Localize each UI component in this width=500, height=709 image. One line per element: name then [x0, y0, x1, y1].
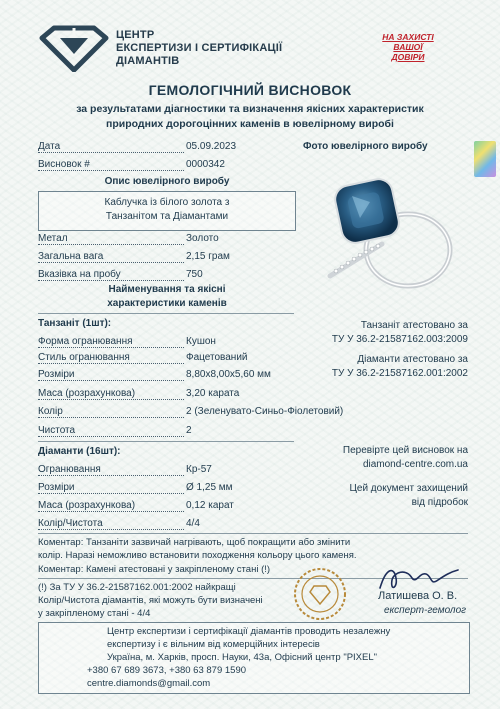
- tanzanite-cert-line-1: Танзаніт атестовано за: [360, 320, 468, 331]
- footer-box: [38, 622, 470, 694]
- stones-heading-1: Найменування та якісні: [108, 284, 226, 295]
- item-desc-line-1: Каблучка із білого золота з: [104, 197, 230, 208]
- diamonds-row-value: 4/4: [186, 518, 200, 529]
- comment-1-line-1: Коментар: Танзаніти зазвичай нагрівають, щоб покращити або змінити: [38, 537, 351, 548]
- item-desc-line-2: Танзанітом та Діамантами: [105, 211, 229, 222]
- guard-line-3: ДОВІРИ: [391, 52, 425, 62]
- comment-1-line-2: колір. Наразі неможливо встановити походження кольору цього каменя.: [38, 550, 357, 561]
- document-subtitle-2: природних дорогоцінних каменів в ювелірному виробі: [106, 118, 394, 130]
- number-value: 0000342: [186, 159, 225, 170]
- metal-value: Золото: [186, 233, 219, 244]
- tanzanite-row-value: 3,20 карата: [186, 388, 240, 399]
- org-line-2: ЕКСПЕРТИЗИ І СЕРТИФІКАЦІЇ: [116, 42, 283, 54]
- tanzanite-cert-line-2: ТУ У 36.2-21587162.003:2009: [331, 334, 468, 345]
- tanzanite-row-label: Стиль огранювання: [38, 352, 184, 364]
- weight-label: Загальна вага: [38, 251, 184, 263]
- expert-name: Латишева О. В.: [378, 590, 458, 602]
- guard-line-1: НА ЗАХИСТІ: [382, 32, 434, 42]
- guard-line-2: ВАШОЇ: [393, 42, 423, 52]
- diamonds-row-label: Колір/Чистота: [38, 518, 184, 530]
- item-desc-heading: Опис ювелірного виробу: [104, 176, 230, 187]
- comment-3-line-2: Колір/Чистота діамантів, які можуть бути визначені: [38, 595, 263, 606]
- comment-2: Коментар: Камені атестовані у закріпленому стані (!): [38, 564, 271, 575]
- diamonds-row-value: Кр-57: [186, 464, 212, 475]
- diamond-logo-icon: [38, 24, 110, 72]
- footer-line-1: Центр експертизи і сертифікації діамантів проводить незалежну: [107, 626, 391, 637]
- footer-line-3: Україна, м. Харків, просп. Науки, 43а, Офісний центр "PIXEL": [107, 652, 378, 663]
- photo-label: Фото ювелірного виробу: [303, 141, 428, 152]
- tanzanite-heading: Танзаніт (1шт):: [38, 318, 112, 329]
- org-line-1: ЦЕНТР: [116, 29, 155, 41]
- item-desc-box: [38, 191, 296, 231]
- diamonds-row-label: Маса (розрахункова): [38, 500, 184, 512]
- document-subtitle-1: за результатами діагностики та визначення якісних характеристик: [76, 103, 424, 115]
- tanzanite-row-label: Розміри: [38, 369, 184, 381]
- stones-heading-2: характеристики каменів: [107, 298, 227, 309]
- tanzanite-row-label: Форма огранювання: [38, 336, 184, 348]
- diamonds-row-label: Огранювання: [38, 464, 184, 476]
- diamond-cert-line-1: Діаманти атестовано за: [357, 354, 468, 365]
- hologram-sticker: [474, 141, 496, 177]
- protect-line-1: Цей документ захищений: [349, 483, 468, 494]
- comments-divider: [38, 533, 468, 534]
- probe-label: Вказівка на пробу: [38, 269, 184, 281]
- diamonds-heading: Діаманти (16шт):: [38, 446, 121, 457]
- official-seal-icon: [292, 566, 348, 622]
- guard-slogan: [368, 32, 448, 62]
- date-label: Дата: [38, 141, 184, 153]
- tanzanite-row-value: Кушон: [186, 336, 216, 347]
- weight-value: 2,15 грам: [186, 251, 230, 262]
- diamonds-row-value: Ø 1,25 мм: [186, 482, 233, 493]
- footer-line-2: експертизу і є вільним від комерційних інтересів: [107, 639, 320, 650]
- tanzanite-row-label: Колір: [38, 406, 184, 418]
- tanzanite-row-value: 2 (Зеленувато-Синьо-Фіолетовий): [186, 406, 344, 417]
- comment-3-line-3: у закріпленому стані - 4/4: [38, 608, 151, 619]
- tanzanite-row-value: Фацетований: [186, 352, 248, 363]
- number-label: Висновок #: [38, 159, 184, 171]
- tanzanite-row-value: 2: [186, 425, 192, 436]
- ring-photo: [312, 158, 472, 293]
- verify-line-1: Перевірте цей висновок на: [342, 445, 468, 456]
- protect-line-2: від підробок: [411, 497, 468, 508]
- diamonds-row-value: 0,12 карат: [186, 500, 234, 511]
- tanzanite-row-label: Маса (розрахункова): [38, 388, 184, 400]
- comment-3-line-1: (!) За ТУ У 36.2-21587162.001:2002 найкращі: [38, 582, 236, 593]
- expert-role: експерт-гемолог: [384, 605, 467, 616]
- footer-phones: +380 67 689 3673, +380 63 879 1590: [87, 665, 247, 676]
- org-line-3: ДІАМАНТІВ: [116, 55, 180, 67]
- diamonds-row-label: Розміри: [38, 482, 184, 494]
- diamond-cert-line-2: ТУ У 36.2-21587162.001:2002: [331, 368, 468, 379]
- metal-label: Метал: [38, 233, 184, 245]
- section-divider: [38, 313, 294, 314]
- probe-value: 750: [186, 269, 203, 280]
- document-title: ГЕМОЛОГІЧНИЙ ВИСНОВОК: [148, 82, 352, 98]
- section-divider: [38, 441, 294, 442]
- verify-url[interactable]: diamond-centre.com.ua: [362, 459, 468, 470]
- tanzanite-row-value: 8,80х8,00х5,60 мм: [186, 369, 271, 380]
- date-value: 05.09.2023: [186, 141, 237, 152]
- org-name: [116, 29, 282, 68]
- tanzanite-row-label: Чистота: [38, 425, 184, 437]
- footer-email[interactable]: centre.diamonds@gmail.com: [87, 678, 211, 689]
